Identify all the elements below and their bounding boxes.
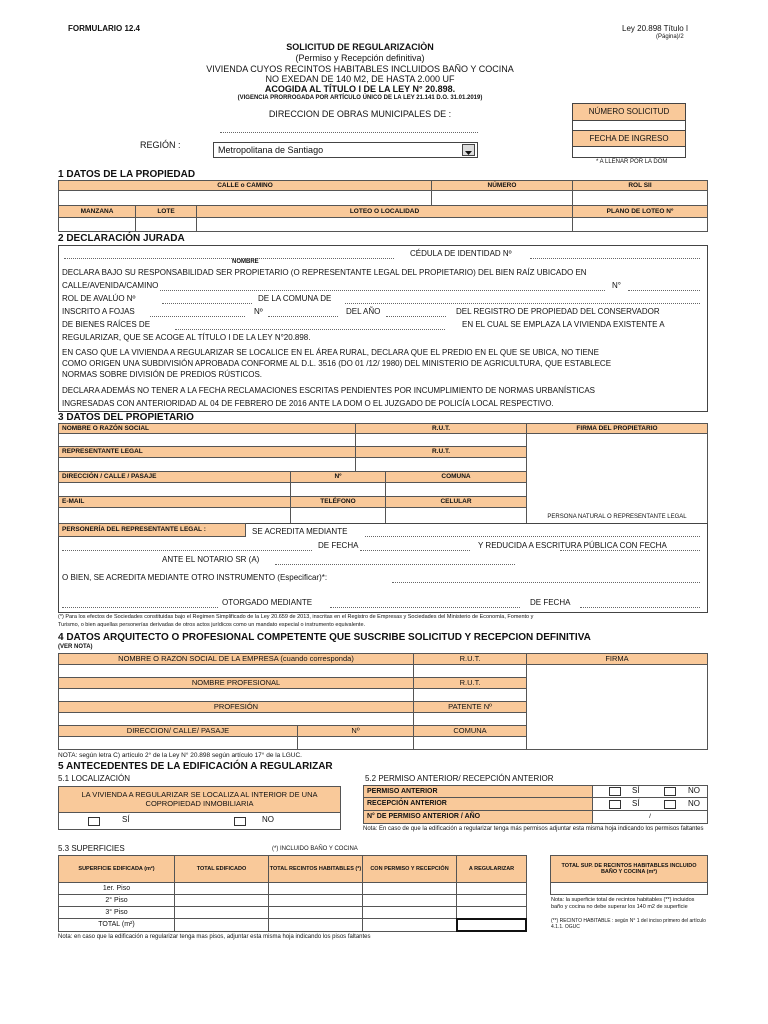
calle-avenida-field[interactable] xyxy=(160,290,605,291)
rut-prof-header: R.U.T. xyxy=(413,677,527,689)
h-permiso: CON PERMISO Y RECEPCIÓN xyxy=(362,855,457,883)
rural-text-3: NORMAS SOBRE DIVISIÓN DE PREDIOS RÚSTICOS. xyxy=(62,370,263,379)
celular-header: CELULAR xyxy=(385,496,527,508)
notario-field[interactable] xyxy=(275,564,515,565)
dir-header: DIRECCIÓN / CALLE / PASAJE xyxy=(58,471,291,483)
n-prof-header: Nº xyxy=(297,725,414,737)
otorgado-field[interactable] xyxy=(330,607,520,608)
nombre-empresa-header: NOMBRE O RAZON SOCIAL DE LA EMPRESA (cuando corresponda) xyxy=(58,653,414,665)
h-total: TOTAL EDIFICADO xyxy=(174,855,269,883)
persona-label: PERSONA NATURAL O REPRESENTANTE LEGAL xyxy=(547,514,687,521)
defecha2-label: DE FECHA xyxy=(530,598,571,607)
rut-header: R.U.T. xyxy=(355,423,527,434)
ver-nota: (VER NOTA) xyxy=(58,644,93,650)
reducida-label: Y REDUCIDA A ESCRITURA PÚBLICA CON FECHA xyxy=(478,541,667,550)
rut2-field[interactable] xyxy=(355,457,527,472)
firma-prof-header: FIRMA xyxy=(526,653,708,665)
region-value: Metropolitana de Santiago xyxy=(218,145,324,155)
chevron-down-icon[interactable] xyxy=(462,144,475,156)
permiso-si-label: SÍ xyxy=(632,786,640,795)
anio-label: DEL AÑO xyxy=(346,307,381,316)
firma-prof-field[interactable] xyxy=(526,664,708,750)
comuna-decl-field[interactable] xyxy=(345,303,700,304)
plano-header: PLANO DE LOTEO Nº xyxy=(572,205,708,218)
dom-field[interactable] xyxy=(220,132,478,133)
n-prof-field[interactable] xyxy=(297,736,414,750)
registro-label: DEL REGISTRO DE PROPIEDAD DEL CONSERVADOR xyxy=(456,307,660,316)
telefono-field[interactable] xyxy=(290,507,386,524)
nota-sociedades-1: (*) Para los efectos de Sociedades constituidas bajo el Regimen Simplificado de la Ley 20.659 de 2013, inscritas en el Registro de Empresas y Sociedades del Ministerio de Economía, Fomento y xyxy=(58,614,534,620)
rural-text-1: EN CASO QUE LA VIVIENDA A REGULARIZAR SE LOCALICE EN EL ÁREA RURAL, DECLARA QUE EL PREDIO EN EL QUE SE UBICA, NO TIENE xyxy=(62,348,599,357)
loteo-header: LOTEO O LOCALIDAD xyxy=(196,205,573,218)
num-solicitud-label-box xyxy=(572,103,686,121)
dir-prof-field[interactable] xyxy=(58,736,298,750)
row-3-label: 3° Piso xyxy=(58,906,175,919)
instrumento-field[interactable] xyxy=(62,550,312,551)
numero-label: N° xyxy=(612,281,621,290)
rep-field[interactable] xyxy=(58,457,356,472)
n-permiso-field[interactable]: / xyxy=(592,810,708,824)
sup-total-field[interactable] xyxy=(550,882,708,895)
num-solicitud-label: NÚMERO SOLICITUD xyxy=(588,107,670,116)
loc-si-label: SÍ xyxy=(122,815,130,824)
rut-emp-field[interactable] xyxy=(413,664,527,678)
fecha-escritura-field[interactable] xyxy=(560,550,700,551)
rol-decl-field[interactable] xyxy=(162,303,252,304)
patente-field[interactable] xyxy=(413,712,527,726)
otorgado-pre-field[interactable] xyxy=(62,607,218,608)
rep-header: REPRESENTANTE LEGAL xyxy=(58,446,356,458)
fecha-field[interactable] xyxy=(360,550,470,551)
firma-header: FIRMA DEL PROPIETARIO xyxy=(526,423,708,434)
calle-field[interactable] xyxy=(58,190,432,206)
celular-field[interactable] xyxy=(385,507,527,524)
n-header: Nº xyxy=(290,471,386,483)
sup-total-header: TOTAL SUP. DE RECINTOS HABITABLES INCLUIDO BAÑO Y COCINA (m²) xyxy=(550,855,708,883)
personeria-header: PERSONERÍA DEL REPRESENTANTE LEGAL : xyxy=(58,523,246,537)
lote-header: LOTE xyxy=(135,205,197,218)
permiso-title: 5.2 PERMISO ANTERIOR/ RECEPCIÓN ANTERIOR xyxy=(365,774,554,783)
dom-label: DIRECCION DE OBRAS MUNICIPALES DE : xyxy=(268,109,452,119)
lote-field[interactable] xyxy=(135,217,197,232)
header-line-4: (VIGENCIA PRORROGADA POR ARTÍCULO ÚNICO DE LA LEY 21.141 D.O. 31.01.2019) xyxy=(237,95,483,101)
nota-prof: NOTA: según letra C) artículo 2° de la Ley N° 20.898 según artículo 17° de la LGUC. xyxy=(58,752,302,759)
recepcion-no-label: NO xyxy=(688,799,700,808)
comuna-prof-header: COMUNA xyxy=(413,725,527,737)
dom-note: * A LLENAR POR LA DOM xyxy=(596,159,668,165)
region-select[interactable] xyxy=(213,142,478,158)
recepcion-si-checkbox[interactable] xyxy=(609,800,621,809)
cedula-label: CÉDULA DE IDENTIDAD Nº xyxy=(410,249,512,258)
h-recintos: TOTAL RECINTOS HABITABLES (*) xyxy=(268,855,363,883)
email-header: E-MAIL xyxy=(58,496,291,508)
conservador-field[interactable] xyxy=(175,329,445,330)
form-id: FORMULARIO 12.4 xyxy=(68,24,141,33)
h-regularizar: A REGULARIZAR xyxy=(456,855,527,883)
form-subtitle: (Permiso y Recepción definitiva) xyxy=(295,53,425,63)
calle-label: CALLE/AVENIDA/CAMINO xyxy=(62,281,159,290)
nombre-prof-header: NOMBRE PROFESIONAL xyxy=(58,677,414,689)
nota-recinto: (**) RECINTO HABITABLE : según N° 1 del inciso primero del artículo 4.1.1. OGUC xyxy=(551,918,706,931)
loc-text: LA VIVIENDA A REGULARIZAR SE LOCALIZA AL INTERIOR DE UNA COPROPIEDAD INMOBILIARIA xyxy=(58,786,341,813)
otro-label: O BIEN, SE ACREDITA MEDIANTE OTRO INSTRUMENTO (Especificar)*: xyxy=(62,573,328,582)
notario-label: ANTE EL NOTARIO SR (A) xyxy=(162,555,260,564)
loc-label: 5.1 LOCALIZACIÓN xyxy=(58,774,131,783)
rol-field[interactable] xyxy=(572,190,708,206)
regularizar-text: REGULARIZAR, QUE SE ACOGE AL TÍTULO I DE LA LEY N°20.898. xyxy=(62,333,311,342)
header-line-2: NO EXEDAN DE 140 M2, DE HASTA 2.000 UF xyxy=(265,74,455,84)
nota-sociedades-2: Turismo, o bien aquellas personerías derivadas de otros actos jurídicos como un mandato especial o instrumento equivalente. xyxy=(58,622,366,628)
page-ref: (Página)/2 xyxy=(656,34,684,40)
section-4-title: 4 DATOS ARQUITECTO O PROFESIONAL COMPETENTE QUE SUSCRIBE SOLICITUD Y RECEPCION DEFINITIVA xyxy=(58,632,591,643)
rural-text-2: COMO ORIGEN UNA SUBDIVISIÓN APROBADA CONFORME AL D.L. 3516 (DO 01 /12/ 1980) DEL MINISTERIO DE AGRICULTURA, QUE ESTABLECE xyxy=(62,359,612,368)
profesion-header: PROFESIÓN xyxy=(58,701,414,713)
n-field[interactable] xyxy=(290,482,386,497)
rut-prof-field[interactable] xyxy=(413,688,527,702)
law-ref: Ley 20.898 Título I xyxy=(622,24,689,33)
rut-prop-field[interactable] xyxy=(355,433,527,447)
recepcion-no-checkbox[interactable] xyxy=(664,800,676,809)
permiso-no-label: NO xyxy=(688,786,700,795)
firma-prop-field[interactable] xyxy=(526,433,708,524)
row-total-permiso[interactable] xyxy=(362,918,457,932)
section-5-title: 5 ANTECEDENTES DE LA EDIFICACIÓN A REGULARIZAR xyxy=(58,761,333,772)
permiso-header: PERMISO ANTERIOR xyxy=(363,785,593,798)
loc-si-checkbox[interactable] xyxy=(88,817,100,826)
emplaza-label: EN EL CUAL SE EMPLAZA LA VIVIENDA EXISTENTE A xyxy=(462,320,665,329)
patente-header: PATENTE Nº xyxy=(413,701,527,713)
permiso-no-checkbox[interactable] xyxy=(664,787,676,796)
numero-header: NÚMERO xyxy=(431,180,573,191)
nota-permiso: Nota: En caso de que la edificación a regularizar tenga más permisos adjuntar esta misma hoja indicando los permisos faltantes xyxy=(363,826,704,832)
nota-sup: Nota: la superficie total de recintos habitables (**) incluidos baño y cocina no debe superar los 140 m2 de superficie xyxy=(551,897,695,910)
email-field[interactable] xyxy=(58,507,291,524)
comuna-header: COMUNA xyxy=(385,471,527,483)
nombre-empresa-field[interactable] xyxy=(58,664,414,678)
row-1-label: 1er. Piso xyxy=(58,882,175,895)
inscrito-numero-field[interactable] xyxy=(268,316,338,317)
profesion-field[interactable] xyxy=(58,712,414,726)
nota-pisos: Nota: en caso que la edificación a regularizar tenga mas pisos, adjuntar esta misma hoja indicando los pisos faltantes xyxy=(58,934,371,940)
row-total-regularizar[interactable] xyxy=(456,918,527,932)
sup-title: 5.3 SUPERFICIES xyxy=(58,844,125,853)
section-3-title: 3 DATOS DEL PROPIETARIO xyxy=(58,412,194,423)
header-line-1: VIVIENDA CUYOS RECINTOS HABITABLES INCLUIDOS BAÑO Y COCINA xyxy=(206,64,514,74)
loteo-field[interactable] xyxy=(196,217,573,232)
reclamaciones-text-2: INGRESADAS CON ANTERIORIDAD AL 04 DE FEBRERO DE 2016 ANTE LA DOM O EL JUZGADO DE POLICÍA LOCAL RESPECTIVO. xyxy=(62,399,554,408)
h-sup: SUPERFICIE EDIFICADA (m²) xyxy=(58,855,175,883)
acredita-label: SE ACREDITA MEDIANTE xyxy=(252,527,348,536)
nombre-header: NOMBRE O RAZÓN SOCIAL xyxy=(58,423,356,434)
nombre-prop-field[interactable] xyxy=(58,433,356,447)
row-total-label: TOTAL (m²) xyxy=(58,918,175,932)
otorgado-label: OTORGADO MEDIANTE xyxy=(222,598,313,607)
loc-answer xyxy=(58,812,341,830)
plano-field[interactable] xyxy=(572,217,708,232)
n-permiso-header: N° DE PERMISO ANTERIOR / AÑO xyxy=(363,810,593,824)
loc-no-checkbox[interactable] xyxy=(234,817,246,826)
fojas-field[interactable] xyxy=(150,316,245,317)
nombre-prof-field[interactable] xyxy=(58,688,414,702)
incl-note: (*) INCLUIDO BAÑO Y COCINA xyxy=(272,846,358,852)
fecha-ingreso-label: FECHA DE INGRESO xyxy=(589,134,669,143)
cedula-field[interactable] xyxy=(530,258,700,259)
rut-emp-header: R.U.T. xyxy=(413,653,527,665)
numero-field[interactable] xyxy=(431,190,573,206)
recepcion-si-label: SÍ xyxy=(632,799,640,808)
rol-header: ROL SII xyxy=(572,180,708,191)
comuna-label: DE LA COMUNA DE xyxy=(258,294,332,303)
manzana-field[interactable] xyxy=(58,217,136,232)
otro-field[interactable] xyxy=(392,582,700,583)
inscrito-label: INSCRITO A FOJAS xyxy=(62,307,135,316)
fecha-ingreso-field[interactable] xyxy=(572,146,686,158)
n-label: Nº xyxy=(254,307,263,316)
section-2-title: 2 DECLARACIÓN JURADA xyxy=(58,233,185,244)
rut2-header: R.U.T. xyxy=(355,446,527,458)
form-title: SOLICITUD DE REGULARIZACIÒN xyxy=(286,42,434,52)
header-line-3: ACOGIDA AL TÍTULO I DE LA LEY N° 20.898. xyxy=(264,84,456,94)
fecha-ingreso-label-box xyxy=(572,130,686,147)
calle-header: CALLE o CAMINO xyxy=(58,180,432,191)
acredita-field[interactable] xyxy=(365,536,700,537)
rol-label: ROL DE AVALÚO Nº xyxy=(62,294,136,303)
bienes-label: DE BIENES RAÍCES DE xyxy=(62,320,151,329)
dir-prof-header: DIRECCION/ CALLE/ PASAJE xyxy=(58,725,298,737)
manzana-header: MANZANA xyxy=(58,205,136,218)
numero-decl-field[interactable] xyxy=(628,290,700,291)
telefono-header: TELÉFONO xyxy=(290,496,386,508)
comuna-prof-field[interactable] xyxy=(413,736,527,750)
defecha-label: DE FECHA xyxy=(318,541,359,550)
reclamaciones-text-1: DECLARA ADEMÁS NO TENER A LA FECHA RECLAMACIONES ESCRITAS PENDIENTES POR INCUMPLIMIENTO DE NORMAS URBANÍSTICAS xyxy=(62,386,596,395)
section-1-title: 1 DATOS DE LA PROPIEDAD xyxy=(58,169,196,180)
anio-field[interactable] xyxy=(386,316,446,317)
row-total-recintos[interactable] xyxy=(268,918,363,932)
row-total-total[interactable] xyxy=(174,918,269,932)
declara-text: DECLARA BAJO SU RESPONSABILIDAD SER PROPIETARIO (O REPRESENTANTE LEGAL DEL PROPIETARIO) DEL BIEN RAÍZ UBICADO EN xyxy=(62,268,587,277)
dir-field[interactable] xyxy=(58,482,291,497)
loc-no-label: NO xyxy=(262,815,274,824)
nombre-field[interactable] xyxy=(64,258,394,259)
nombre-label: NOMBRE xyxy=(232,259,259,265)
region-label: REGIÓN : xyxy=(140,140,181,150)
permiso-si-checkbox[interactable] xyxy=(609,787,621,796)
fecha2-field[interactable] xyxy=(580,607,700,608)
row-2-label: 2° Piso xyxy=(58,894,175,907)
comuna-prop-field[interactable] xyxy=(385,482,527,497)
recepcion-header: RECEPCIÓN ANTERIOR xyxy=(363,797,593,811)
